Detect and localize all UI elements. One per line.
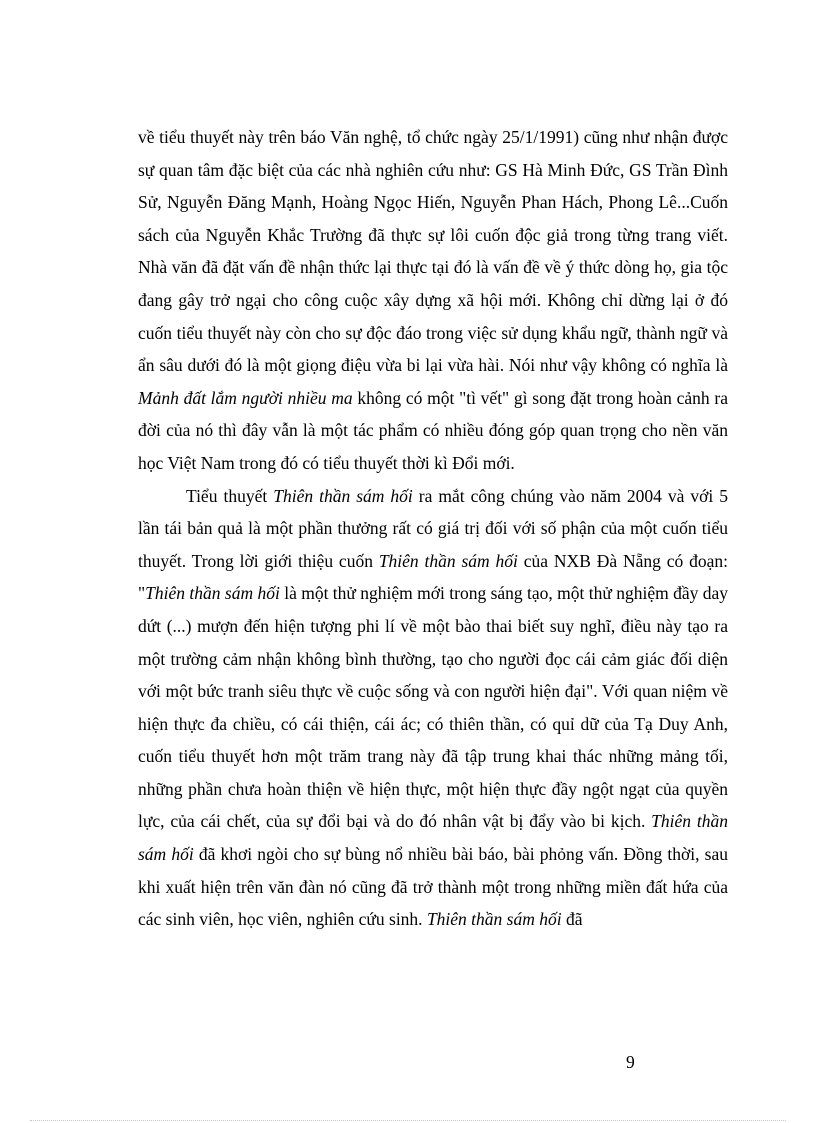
italic-title-run: Thiên thần sám hối <box>138 811 728 865</box>
page-number: 9 <box>626 1052 635 1072</box>
text-run: đã <box>561 909 583 930</box>
italic-title-run: Thiên thần sám hối <box>378 550 518 571</box>
text-run: của NXB Đà Nẵng có đoạn: " <box>138 550 728 604</box>
text-run: là một thử nghiệm mới trong sáng tạo, một thử nghiệm đầy day dứt (...) mượn đến hiện tượng phi lí về một bào thai biết suy nghĩ, điều này tạo ra một trường cảm nhận không bình thường, tạo cho người đọc cái cảm giác đối diện với một bức tranh siêu thực về cuộc sống và con người hiện đại". Với quan niệm về hiện thực đa chiều, có cái thiện, cái ác; có thiên thần, có quỉ dữ của Tạ Duy Anh, cuốn tiểu thuyết hơn một trăm trang này đã tập trung khai thác những mảng tối, những phần chưa hoàn thiện về hiện thực, một hiện thực đầy ngột ngạt của quyền lực, của cái chết, của sự đổi bại và do đó nhân vật bị đẩy vào bi kịch. <box>138 583 728 832</box>
italic-title-run: Thiên thần sám hối <box>273 485 413 506</box>
paragraph <box>138 121 728 480</box>
text-run: không có một "tì vết" gì song đặt trong hoàn cảnh ra đời của nó thì đây vẫn là một tác phẩm có nhiều đóng góp quan trọng cho nền văn học Việt Nam trong đó có tiểu thuyết thời kì Đổi mới. <box>138 387 728 473</box>
footer-divider <box>30 1120 786 1121</box>
italic-title-run: Thiên thần sám hối <box>145 583 280 604</box>
italic-title-run: Thiên thần sám hối <box>426 909 562 930</box>
text-run: ra mắt công chúng vào năm 2004 và với 5 lần tái bản quả là một phần thưởng rất có giá trị đối với số phận của một cuốn tiểu thuyết. Trong lời giới thiệu cuốn <box>138 485 728 571</box>
text-run: Tiểu thuyết <box>186 485 274 506</box>
paragraph <box>138 480 728 936</box>
italic-title-run: Mảnh đất lắm người nhiều ma <box>138 387 353 408</box>
text-run: về tiểu thuyết này trên báo Văn nghệ, tổ chức ngày 25/1/1991) cũng như nhận được sự quan tâm đặc biệt của các nhà nghiên cứu như: GS Hà Minh Đức, GS Trần Đình Sử, Nguyễn Đăng Mạnh, Hoàng Ngọc Hiến, Nguyễn Phan Hách, Phong Lê...Cuốn sách của Nguyễn Khắc Trường đã thực sự lôi cuốn độc giả trong từng trang viết. Nhà văn đã đặt vấn đề nhận thức lại thực tại đó là vấn đề về ý thức dòng họ, gia tộc đang gây trở ngại cho công cuộc xây dựng xã hội mới. Không chỉ dừng lại ở đó cuốn tiểu thuyết này còn cho sự độc đáo trong việc sử dụng khẩu ngữ, thành ngữ và ẩn sâu dưới đó là một giọng điệu vừa bi lại vừa hài. Nói như vậy không có nghĩa là <box>138 127 728 376</box>
text-run: đã khơi ngòi cho sự bùng nổ nhiều bài báo, bài phỏng vấn. Đồng thời, sau khi xuất hiện trên văn đàn nó cũng đã trở thành một trong những miền đất hứa của các sinh viên, học viên, nghiên cứu sinh. <box>138 844 728 930</box>
body-text <box>138 121 728 936</box>
